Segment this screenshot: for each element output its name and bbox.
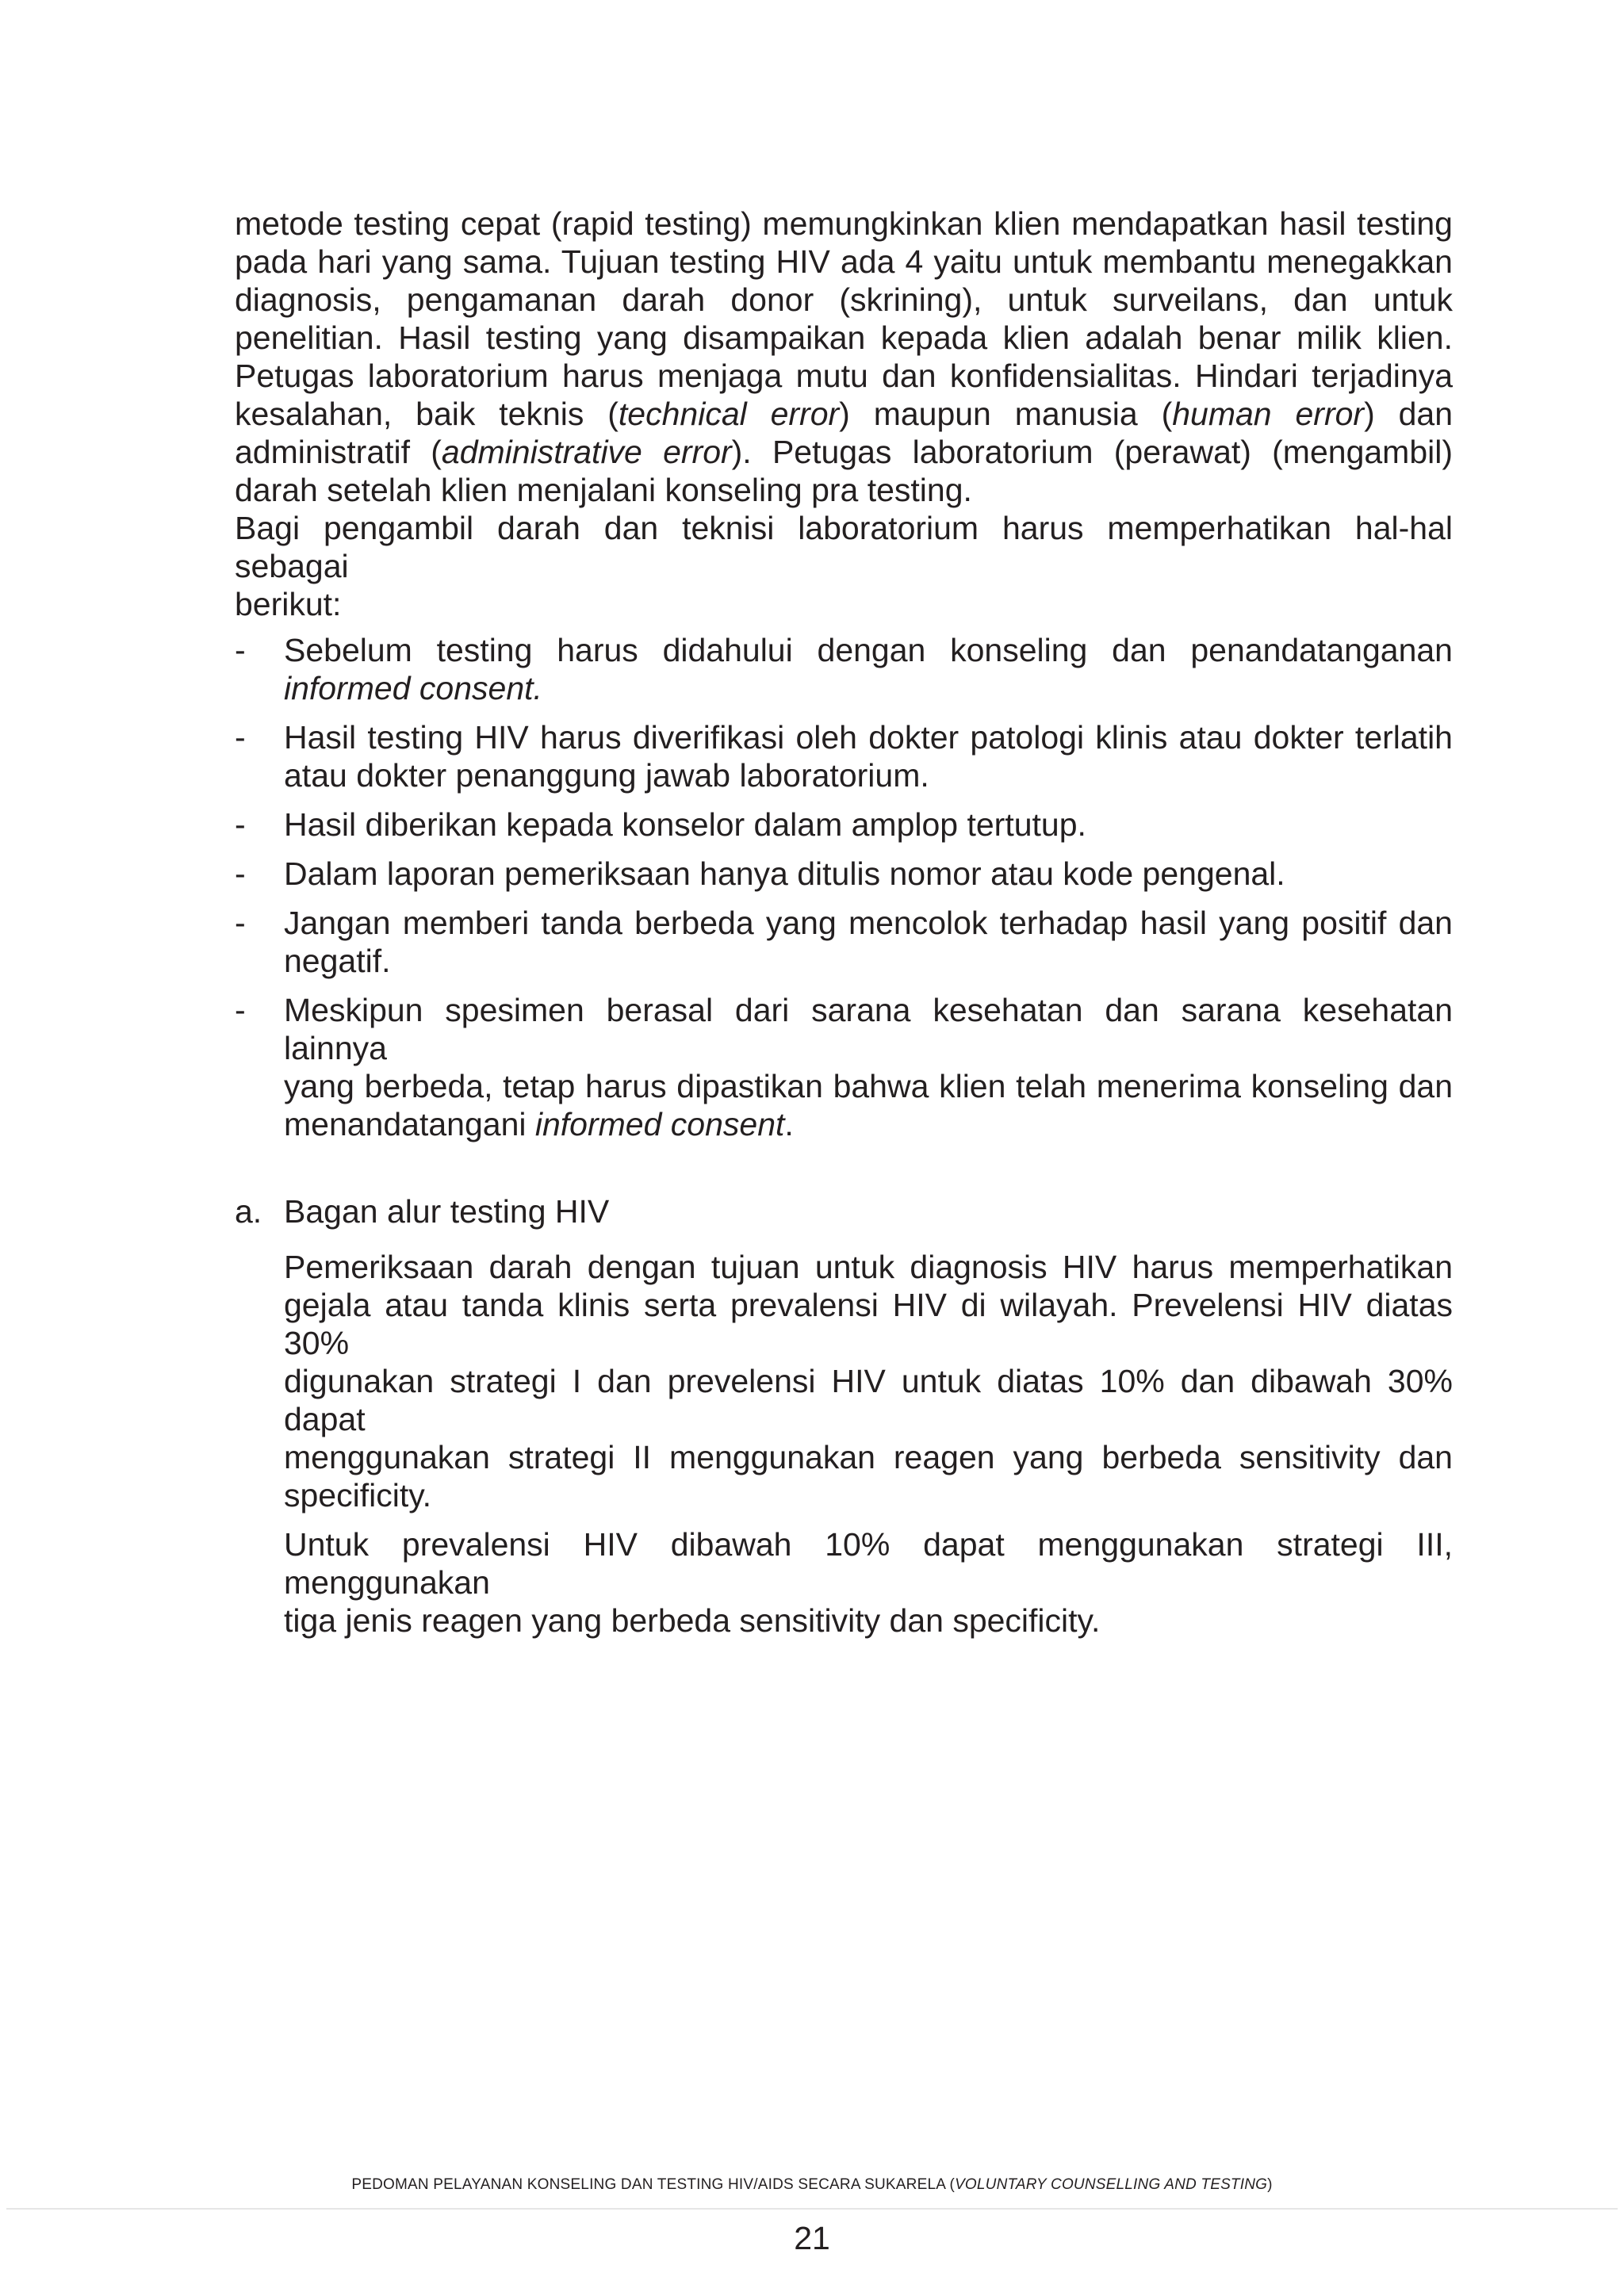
list-item xyxy=(235,904,1453,980)
section-title: Bagan alur testing HIV xyxy=(284,1193,610,1230)
body-paragraph-2 xyxy=(235,509,1453,623)
page-number: 21 xyxy=(794,2220,830,2256)
text-line: berikut: xyxy=(235,586,342,622)
text-line xyxy=(235,433,1453,471)
section-marker: a. xyxy=(235,1193,262,1230)
list-item-text xyxy=(284,904,1453,980)
text-run: . xyxy=(784,1106,794,1142)
bullet-dash: - xyxy=(235,905,246,941)
text-line: darah setelah klien menjalani konseling pra testing. xyxy=(235,472,972,508)
text-line: metode testing cepat (rapid testing) memungkinkan klien mendapatkan hasil testing xyxy=(235,205,1453,242)
text-run: PEDOMAN PELAYANAN KONSELING DAN TESTING HIV/AIDS SECARA SUKARELA ( xyxy=(351,2176,956,2193)
text-line: diagnosis, pengamanan darah donor (skrining), untuk surveilans, dan untuk xyxy=(235,281,1453,318)
italic-term: VOLUNTARY COUNSELLING AND TESTING xyxy=(955,2176,1268,2193)
text-line: menggunakan strategi II menggunakan reagen yang berbeda sensitivity dan xyxy=(284,1439,1453,1475)
text-line: Hasil testing HIV harus diverifikasi oleh dokter patologi klinis atau dokter terlatih xyxy=(284,719,1453,756)
text-line xyxy=(235,395,1453,433)
section-paragraph-1 xyxy=(284,1248,1453,1514)
text-run: kesalahan, baik teknis ( xyxy=(235,396,619,432)
section-heading xyxy=(235,1192,1453,1230)
footer-divider xyxy=(6,2208,1618,2210)
italic-term: informed consent. xyxy=(284,670,542,706)
text-line: Jangan memberi tanda berbeda yang mencolok terhadap hasil yang positif dan xyxy=(284,905,1453,941)
requirements-list xyxy=(235,631,1453,1143)
list-item xyxy=(235,855,1453,893)
text-line: specificity. xyxy=(284,1477,432,1513)
italic-term: technical error xyxy=(618,396,840,432)
text-run: ) xyxy=(1267,2176,1273,2193)
list-item xyxy=(235,631,1453,707)
list-item-text xyxy=(284,991,1453,1143)
bullet-dash: - xyxy=(235,719,246,756)
text-line: Pemeriksaan darah dengan tujuan untuk diagnosis HIV harus memperhatikan xyxy=(284,1249,1453,1285)
text-run: administratif ( xyxy=(235,434,442,470)
text-line: atau dokter penanggung jawab laboratorium. xyxy=(284,757,929,794)
text-line: negatif. xyxy=(284,943,391,979)
list-item-text xyxy=(284,855,1453,893)
text-line: Untuk prevalensi HIV dibawah 10% dapat menggunakan strategi III, menggunakan xyxy=(284,1526,1453,1601)
text-line: Bagi pengambil darah dan teknisi laboratorium harus memperhatikan hal-hal sebagai xyxy=(235,510,1453,584)
list-item xyxy=(235,991,1453,1143)
text-line xyxy=(284,1105,1453,1143)
section-paragraph-2 xyxy=(284,1525,1453,1640)
body-paragraph-1 xyxy=(235,205,1453,509)
text-run: ). Petugas laboratorium (perawat) (mengambil) xyxy=(731,434,1454,470)
bullet-dash: - xyxy=(235,855,246,892)
bullet-dash: - xyxy=(235,992,246,1028)
list-item-text xyxy=(284,631,1453,707)
text-line: yang berbeda, tetap harus dipastikan bahwa klien telah menerima konseling dan xyxy=(284,1068,1453,1104)
text-line: gejala atau tanda klinis serta prevalensi HIV di wilayah. Prevelensi HIV diatas 30% xyxy=(284,1287,1453,1361)
italic-term: human error xyxy=(1172,396,1365,432)
list-item xyxy=(235,806,1453,844)
text-run: ) maupun manusia ( xyxy=(839,396,1173,432)
text-line: Dalam laporan pemeriksaan hanya ditulis nomor atau kode pengenal. xyxy=(284,855,1285,892)
running-footer-title xyxy=(0,2176,1624,2194)
bullet-dash: - xyxy=(235,806,246,843)
text-run: menandatangani xyxy=(284,1106,535,1142)
list-item-text xyxy=(284,718,1453,794)
text-line xyxy=(284,669,1453,707)
text-line: tiga jenis reagen yang berbeda sensitivity dan specificity. xyxy=(284,1602,1101,1639)
text-line: pada hari yang sama. Tujuan testing HIV ada 4 yaitu untuk membantu menegakkan xyxy=(235,243,1453,280)
italic-term: administrative error xyxy=(441,434,732,470)
page-content xyxy=(235,205,1453,1651)
section-body xyxy=(235,1248,1453,1640)
text-line: penelitian. Hasil testing yang disampaikan kepada klien adalah benar milik klien. xyxy=(235,320,1453,356)
list-item-text xyxy=(284,806,1453,844)
text-line: Hasil diberikan kepada konselor dalam amplop tertutup. xyxy=(284,806,1086,843)
list-item xyxy=(235,718,1453,794)
italic-term: informed consent xyxy=(534,1106,785,1142)
text-line: Petugas laboratorium harus menjaga mutu dan konfidensialitas. Hindari terjadinya xyxy=(235,358,1453,394)
bullet-dash: - xyxy=(235,632,246,668)
text-line: Sebelum testing harus didahului dengan konseling dan penandatanganan xyxy=(284,632,1453,668)
text-line: Meskipun spesimen berasal dari sarana kesehatan dan sarana kesehatan lainnya xyxy=(284,992,1453,1066)
text-line: digunakan strategi I dan prevelensi HIV untuk diatas 10% dan dibawah 30% dapat xyxy=(284,1363,1453,1437)
text-run: ) dan xyxy=(1364,396,1453,432)
